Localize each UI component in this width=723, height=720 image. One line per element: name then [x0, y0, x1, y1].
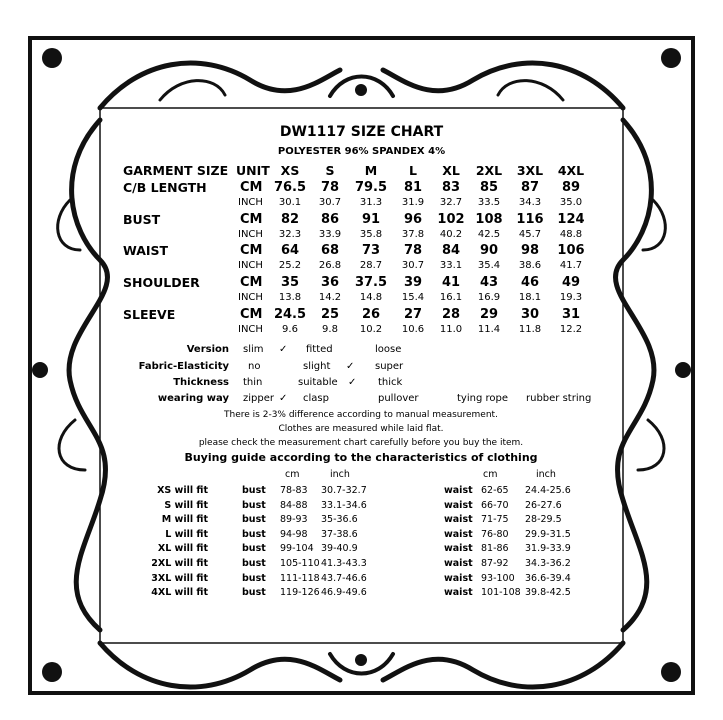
- attr-label: Version: [186, 344, 229, 355]
- guide-cm: 101-108: [481, 587, 521, 598]
- inch-value: 37.8: [401, 229, 425, 240]
- cm-value: 39: [403, 275, 423, 290]
- unit-cm: CM: [240, 243, 263, 258]
- cm-value: 29: [479, 307, 499, 322]
- cm-value: 96: [403, 212, 423, 227]
- guide-cm: 78-83: [280, 485, 308, 496]
- inch-value: 11.0: [439, 324, 463, 335]
- inch-value: 19.3: [559, 292, 583, 303]
- cm-value: 86: [320, 212, 340, 227]
- inch-value: 11.4: [477, 324, 501, 335]
- guide-part: bust: [242, 529, 266, 540]
- unit-inch: INCH: [238, 260, 263, 271]
- guide-inch: 33.1-34.6: [321, 500, 367, 511]
- size-header-s: S: [325, 163, 335, 178]
- cm-value: 89: [561, 180, 581, 195]
- guide-inch: 34.3-36.2: [525, 558, 571, 569]
- guide-inch: 37-38.6: [321, 529, 358, 540]
- inch-value: 31.9: [401, 197, 425, 208]
- guide-part: waist: [444, 543, 473, 554]
- guide-part: bust: [242, 573, 266, 584]
- inch-value: 28.7: [359, 260, 383, 271]
- inch-value: 30.7: [318, 197, 342, 208]
- guide-inch: 46.9-49.6: [321, 587, 367, 598]
- cm-value: 37.5: [354, 275, 388, 290]
- cm-value: 84: [441, 243, 461, 258]
- attr-option: rubber string: [526, 393, 592, 404]
- cm-value: 68: [320, 243, 340, 258]
- guide-inch: 39.8-42.5: [525, 587, 571, 598]
- unit-cm: CM: [240, 212, 263, 227]
- inch-value: 35.0: [559, 197, 583, 208]
- guide-inch: 29.9-31.5: [525, 529, 571, 540]
- guide-part: waist: [444, 485, 473, 496]
- guide-size-label: XS will fit: [157, 485, 208, 496]
- check-mark: ✓: [279, 344, 288, 355]
- cm-value: 76.5: [273, 180, 307, 195]
- guide-unit-inch: inch: [536, 469, 556, 480]
- attr-option: clasp: [303, 393, 329, 404]
- cm-value: 98: [520, 243, 540, 258]
- guide-part: waist: [444, 500, 473, 511]
- inch-value: 18.1: [518, 292, 542, 303]
- inch-value: 35.4: [477, 260, 501, 271]
- attr-option: pullover: [378, 393, 419, 404]
- unit-inch: INCH: [238, 292, 263, 303]
- guide-size-label: M will fit: [161, 514, 208, 525]
- guide-part: bust: [242, 558, 266, 569]
- guide-part: bust: [242, 514, 266, 525]
- guide-part: waist: [444, 573, 473, 584]
- guide-part: waist: [444, 587, 473, 598]
- inch-value: 13.8: [278, 292, 302, 303]
- inch-value: 16.1: [439, 292, 463, 303]
- fabric-composition: POLYESTER 96% SPANDEX 4%: [277, 146, 446, 157]
- table-unit-header: UNIT: [236, 163, 270, 178]
- unit-inch: INCH: [238, 229, 263, 240]
- size-header-xl: XL: [442, 163, 460, 178]
- inch-value: 33.5: [477, 197, 501, 208]
- guide-size-label: 2XL will fit: [151, 558, 208, 569]
- attr-option: slim: [243, 344, 264, 355]
- cm-value: 41: [441, 275, 461, 290]
- guide-inch: 24.4-25.6: [525, 485, 571, 496]
- cm-value: 36: [320, 275, 340, 290]
- guide-inch: 31.9-33.9: [525, 543, 571, 554]
- guide-cm: 105-110: [280, 558, 320, 569]
- guide-cm: 99-104: [280, 543, 314, 554]
- size-header-3xl: 3XL: [516, 163, 544, 178]
- inch-value: 10.6: [401, 324, 425, 335]
- inch-value: 31.3: [359, 197, 383, 208]
- cm-value: 35: [280, 275, 300, 290]
- inch-value: 12.2: [559, 324, 583, 335]
- guide-inch: 36.6-39.4: [525, 573, 571, 584]
- guide-cm: 62-65: [481, 485, 509, 496]
- guide-part: waist: [444, 514, 473, 525]
- guide-inch: 30.7-32.7: [321, 485, 367, 496]
- cm-value: 108: [475, 212, 503, 227]
- guide-cm: 111-118: [280, 573, 320, 584]
- cm-value: 87: [520, 180, 540, 195]
- guide-inch: 28-29.5: [525, 514, 562, 525]
- attr-option: tying rope: [457, 393, 508, 404]
- cm-value: 31: [561, 307, 581, 322]
- guide-cm: 89-93: [280, 514, 308, 525]
- inch-value: 14.8: [359, 292, 383, 303]
- cm-value: 49: [561, 275, 581, 290]
- cm-value: 43: [479, 275, 499, 290]
- cm-value: 90: [479, 243, 499, 258]
- measure-label: WAIST: [123, 243, 169, 258]
- measure-label: C/B LENGTH: [123, 180, 207, 195]
- size-header-m: M: [364, 163, 378, 178]
- inch-value: 30.7: [401, 260, 425, 271]
- guide-cm: 81-86: [481, 543, 509, 554]
- attr-option: super: [375, 361, 404, 372]
- guide-part: bust: [242, 500, 266, 511]
- attr-option: slight: [303, 361, 331, 372]
- unit-cm: CM: [240, 180, 263, 195]
- inch-value: 33.1: [439, 260, 463, 271]
- cm-value: 81: [403, 180, 423, 195]
- cm-value: 82: [280, 212, 300, 227]
- guide-part: bust: [242, 587, 266, 598]
- inch-value: 42.5: [477, 229, 501, 240]
- measure-label: SHOULDER: [123, 275, 200, 290]
- inch-value: 9.6: [282, 324, 298, 335]
- guide-cm: 87-92: [481, 558, 509, 569]
- measure-label: BUST: [123, 212, 161, 227]
- attr-option: zipper: [243, 393, 274, 404]
- attr-option: suitable: [298, 377, 338, 388]
- cm-value: 64: [280, 243, 300, 258]
- check-mark: ✓: [348, 377, 357, 388]
- size-header-4xl: 4XL: [557, 163, 585, 178]
- cm-value: 26: [361, 307, 381, 322]
- inch-value: 25.2: [278, 260, 302, 271]
- cm-value: 73: [361, 243, 381, 258]
- guide-cm: 76-80: [481, 529, 509, 540]
- inch-value: 41.7: [559, 260, 583, 271]
- guide-part: bust: [242, 485, 266, 496]
- guide-size-label: 3XL will fit: [151, 573, 208, 584]
- attr-option: thick: [378, 377, 403, 388]
- guide-title: Buying guide according to the characteristics of clothing: [184, 451, 538, 464]
- cm-value: 79.5: [354, 180, 388, 195]
- note-line: Clothes are measured while laid flat.: [278, 424, 444, 434]
- guide-size-label: 4XL will fit: [151, 587, 208, 598]
- guide-size-label: S will fit: [164, 500, 208, 511]
- cm-value: 25: [320, 307, 340, 322]
- note-line: There is 2-3% difference according to manual measurement.: [224, 410, 498, 420]
- guide-inch: 35-36.6: [321, 514, 358, 525]
- cm-value: 46: [520, 275, 540, 290]
- cm-value: 102: [437, 212, 465, 227]
- inch-value: 32.3: [278, 229, 302, 240]
- inch-value: 32.7: [439, 197, 463, 208]
- inch-value: 38.6: [518, 260, 542, 271]
- inch-value: 11.8: [518, 324, 542, 335]
- guide-cm: 71-75: [481, 514, 509, 525]
- attr-option: fitted: [306, 344, 333, 355]
- inch-value: 40.2: [439, 229, 463, 240]
- guide-cm: 94-98: [280, 529, 308, 540]
- guide-inch: 39-40.9: [321, 543, 358, 554]
- guide-cm: 119-126: [280, 587, 320, 598]
- inch-value: 48.8: [559, 229, 583, 240]
- cm-value: 91: [361, 212, 381, 227]
- size-header-2xl: 2XL: [475, 163, 503, 178]
- guide-cm: 93-100: [481, 573, 515, 584]
- guide-unit-inch: inch: [330, 469, 350, 480]
- unit-inch: INCH: [238, 197, 263, 208]
- guide-part: bust: [242, 543, 266, 554]
- guide-cm: 84-88: [280, 500, 308, 511]
- cm-value: 85: [479, 180, 499, 195]
- guide-unit-cm: cm: [483, 469, 498, 480]
- inch-value: 15.4: [401, 292, 425, 303]
- inch-value: 9.8: [322, 324, 338, 335]
- attr-label: wearing way: [157, 393, 229, 404]
- unit-cm: CM: [240, 275, 263, 290]
- measure-label: SLEEVE: [123, 307, 176, 322]
- cm-value: 83: [441, 180, 461, 195]
- check-mark: ✓: [279, 393, 288, 404]
- guide-inch: 26-27.6: [525, 500, 562, 511]
- inch-value: 45.7: [518, 229, 542, 240]
- unit-inch: INCH: [238, 324, 263, 335]
- guide-inch: 43.7-46.6: [321, 573, 367, 584]
- inch-value: 10.2: [359, 324, 383, 335]
- cm-value: 27: [403, 307, 423, 322]
- cm-value: 78: [320, 180, 340, 195]
- attr-option: loose: [375, 344, 402, 355]
- unit-cm: CM: [240, 307, 263, 322]
- note-line: please check the measurement chart carefully before you buy the item.: [198, 438, 524, 448]
- inch-value: 35.8: [359, 229, 383, 240]
- size-header-xs: XS: [280, 163, 300, 178]
- guide-part: waist: [444, 558, 473, 569]
- guide-inch: 41.3-43.3: [321, 558, 367, 569]
- inch-value: 30.1: [278, 197, 302, 208]
- attr-option: no: [248, 361, 261, 372]
- guide-size-label: XL will fit: [157, 543, 208, 554]
- cm-value: 124: [557, 212, 585, 227]
- chart-title: DW1117 SIZE CHART: [279, 124, 444, 140]
- check-mark: ✓: [346, 361, 355, 372]
- inch-value: 34.3: [518, 197, 542, 208]
- cm-value: 24.5: [273, 307, 307, 322]
- table-header-label: GARMENT SIZE: [123, 163, 229, 178]
- inch-value: 26.8: [318, 260, 342, 271]
- cm-value: 106: [557, 243, 585, 258]
- cm-value: 116: [516, 212, 544, 227]
- guide-cm: 66-70: [481, 500, 509, 511]
- guide-part: waist: [444, 529, 473, 540]
- cm-value: 30: [520, 307, 540, 322]
- inch-value: 16.9: [477, 292, 501, 303]
- inch-value: 33.9: [318, 229, 342, 240]
- attr-label: Thickness: [173, 377, 229, 388]
- cm-value: 28: [441, 307, 461, 322]
- inch-value: 14.2: [318, 292, 342, 303]
- cm-value: 78: [403, 243, 423, 258]
- attr-label: Fabric-Elasticity: [138, 361, 229, 372]
- guide-unit-cm: cm: [285, 469, 300, 480]
- size-header-l: L: [409, 163, 417, 178]
- guide-size-label: L will fit: [165, 529, 208, 540]
- attr-option: thin: [243, 377, 263, 388]
